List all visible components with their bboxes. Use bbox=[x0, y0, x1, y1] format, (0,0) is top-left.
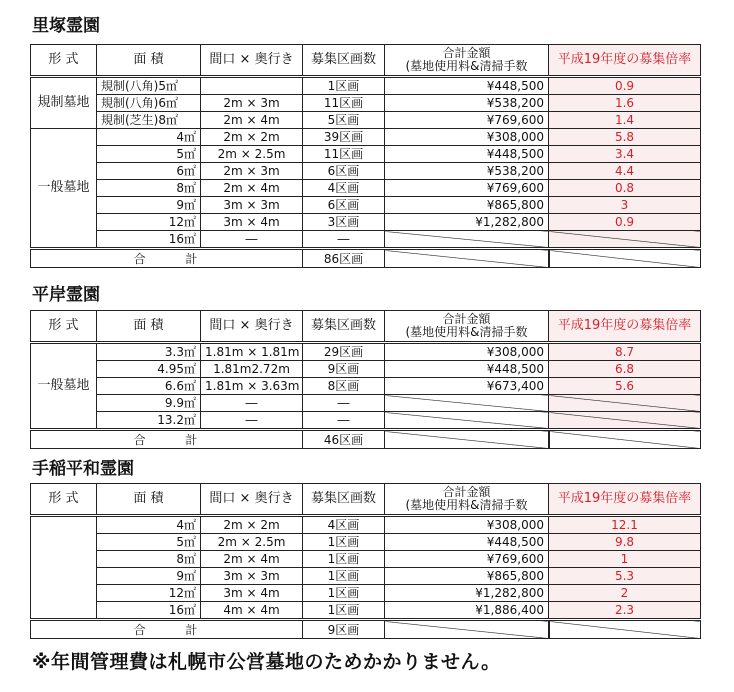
count-cell: 11区画 bbox=[303, 146, 385, 163]
price-cell: ¥448,500 bbox=[385, 77, 549, 95]
ratio-cell: 9.8 bbox=[549, 534, 701, 551]
ratio-cell: 4.4 bbox=[549, 163, 701, 180]
total-row bbox=[31, 249, 701, 268]
count-cell: 39区画 bbox=[303, 129, 385, 146]
count-cell: 1区画 bbox=[303, 551, 385, 568]
table-row bbox=[31, 163, 701, 180]
header-ratio: 平成19年度の募集倍率 bbox=[549, 45, 701, 77]
price-cell: ¥865,800 bbox=[385, 568, 549, 585]
header-ratio: 平成19年度の募集倍率 bbox=[549, 484, 701, 516]
header-area: 面 積 bbox=[97, 45, 201, 77]
header-area: 面 積 bbox=[97, 484, 201, 516]
header-kind: 形 式 bbox=[31, 484, 97, 516]
size-cell: 2m × 4m bbox=[201, 112, 303, 129]
total-row bbox=[31, 620, 701, 639]
count-cell: 29区画 bbox=[303, 343, 385, 361]
size-cell: 1.81m × 3.63m bbox=[201, 378, 303, 395]
header-area: 面 積 bbox=[97, 311, 201, 343]
price-cell: ¥538,200 bbox=[385, 95, 549, 112]
area-cell: 規制(八角)5㎡ bbox=[97, 77, 201, 95]
ratio-cell-empty bbox=[549, 231, 701, 249]
ratio-cell-empty bbox=[549, 395, 701, 412]
count-cell: ― bbox=[303, 231, 385, 249]
total-price-empty bbox=[385, 249, 549, 268]
price-cell: ¥1,282,800 bbox=[385, 214, 549, 231]
ratio-cell: 0.9 bbox=[549, 214, 701, 231]
ratio-cell: 1 bbox=[549, 551, 701, 568]
table-row bbox=[31, 95, 701, 112]
count-cell: 1区画 bbox=[303, 77, 385, 95]
size-cell: 2m × 4m bbox=[201, 551, 303, 568]
count-cell: 1区画 bbox=[303, 534, 385, 551]
total-ratio-empty bbox=[549, 620, 701, 639]
count-cell: 6区画 bbox=[303, 197, 385, 214]
size-cell: 3m × 4m bbox=[201, 214, 303, 231]
price-cell: ¥1,282,800 bbox=[385, 585, 549, 602]
total-ratio-empty bbox=[549, 430, 701, 449]
area-cell: 8㎡ bbox=[97, 180, 201, 197]
size-cell: 4m × 4m bbox=[201, 602, 303, 620]
price-cell-empty bbox=[385, 395, 549, 412]
price-cell: ¥1,886,400 bbox=[385, 602, 549, 620]
kind-cell bbox=[31, 516, 97, 620]
total-count: 46区画 bbox=[303, 430, 385, 449]
ratio-cell: 3 bbox=[549, 197, 701, 214]
header-count: 募集区画数 bbox=[303, 45, 385, 77]
count-cell: 1区画 bbox=[303, 585, 385, 602]
price-cell: ¥769,600 bbox=[385, 551, 549, 568]
price-cell-empty bbox=[385, 231, 549, 249]
table-row bbox=[31, 180, 701, 197]
total-price-empty bbox=[385, 430, 549, 449]
header-kind: 形 式 bbox=[31, 45, 97, 77]
ratio-cell: 2.3 bbox=[549, 602, 701, 620]
kind-cell: 一般墓地 bbox=[31, 129, 97, 249]
price-cell: ¥769,600 bbox=[385, 180, 549, 197]
table-row bbox=[31, 534, 701, 551]
price-cell: ¥448,500 bbox=[385, 534, 549, 551]
area-cell: 16㎡ bbox=[97, 602, 201, 620]
ratio-cell: 5.8 bbox=[549, 129, 701, 146]
ratio-cell: 0.8 bbox=[549, 180, 701, 197]
table-row bbox=[31, 602, 701, 620]
area-cell: 規制(芝生)8㎡ bbox=[97, 112, 201, 129]
size-cell: 2m × 2.5m bbox=[201, 534, 303, 551]
header-price-line2: (墓地使用料&清掃手数 bbox=[405, 59, 528, 73]
price-cell-empty bbox=[385, 412, 549, 430]
count-cell: ― bbox=[303, 395, 385, 412]
kind-cell: 一般墓地 bbox=[31, 343, 97, 430]
header-price-line2: (墓地使用料&清掃手数 bbox=[405, 498, 528, 512]
table-row bbox=[31, 112, 701, 129]
area-cell: 4㎡ bbox=[97, 516, 201, 534]
count-cell: 5区画 bbox=[303, 112, 385, 129]
area-cell: 13.2㎡ bbox=[97, 412, 201, 430]
section-title-hiragishi: 平岸霊園 bbox=[32, 285, 100, 305]
size-cell: ― bbox=[201, 395, 303, 412]
total-count: 86区画 bbox=[303, 249, 385, 268]
total-price-empty bbox=[385, 620, 549, 639]
table-row bbox=[31, 585, 701, 602]
header-price-line1: 合計金額 bbox=[442, 485, 491, 499]
area-cell: 規制(八角)6㎡ bbox=[97, 95, 201, 112]
price-cell: ¥308,000 bbox=[385, 343, 549, 361]
section-title-satozuka: 里塚霊園 bbox=[32, 16, 100, 36]
header-kind: 形 式 bbox=[31, 311, 97, 343]
ratio-cell: 5.6 bbox=[549, 378, 701, 395]
header-price-line1: 合計金額 bbox=[442, 312, 491, 326]
size-cell: 2m × 3m bbox=[201, 163, 303, 180]
size-cell: 2m × 2m bbox=[201, 129, 303, 146]
total-label: 合 計 bbox=[31, 430, 303, 449]
ratio-cell: 6.8 bbox=[549, 361, 701, 378]
size-cell: 2m × 3m bbox=[201, 95, 303, 112]
area-cell: 4㎡ bbox=[97, 129, 201, 146]
ratio-cell: 1.4 bbox=[549, 112, 701, 129]
count-cell: ― bbox=[303, 412, 385, 430]
header-size: 間口 × 奥行き bbox=[201, 484, 303, 516]
ratio-cell: 0.9 bbox=[549, 77, 701, 95]
total-label: 合 計 bbox=[31, 620, 303, 639]
ratio-cell: 3.4 bbox=[549, 146, 701, 163]
size-cell: 1.81m × 1.81m bbox=[201, 343, 303, 361]
total-row bbox=[31, 430, 701, 449]
kind-cell: 規制墓地 bbox=[31, 77, 97, 129]
header-row bbox=[31, 45, 701, 77]
hiragishi-table bbox=[30, 310, 701, 449]
header-price bbox=[385, 311, 549, 343]
total-count: 9区画 bbox=[303, 620, 385, 639]
satozuka-table bbox=[30, 44, 701, 268]
price-cell: ¥308,000 bbox=[385, 129, 549, 146]
price-cell: ¥538,200 bbox=[385, 163, 549, 180]
ratio-cell: 5.3 bbox=[549, 568, 701, 585]
count-cell: 9区画 bbox=[303, 361, 385, 378]
price-cell: ¥308,000 bbox=[385, 516, 549, 534]
table-row bbox=[31, 378, 701, 395]
table-row bbox=[31, 568, 701, 585]
ratio-cell: 12.1 bbox=[549, 516, 701, 534]
area-cell: 16㎡ bbox=[97, 231, 201, 249]
total-label: 合 計 bbox=[31, 249, 303, 268]
count-cell: 11区画 bbox=[303, 95, 385, 112]
price-cell: ¥769,600 bbox=[385, 112, 549, 129]
total-ratio-empty bbox=[549, 249, 701, 268]
area-cell: 5㎡ bbox=[97, 534, 201, 551]
header-row bbox=[31, 484, 701, 516]
ratio-cell-empty bbox=[549, 412, 701, 430]
area-cell: 5㎡ bbox=[97, 146, 201, 163]
table-row bbox=[31, 146, 701, 163]
area-cell: 12㎡ bbox=[97, 585, 201, 602]
header-size: 間口 × 奥行き bbox=[201, 311, 303, 343]
header-size: 間口 × 奥行き bbox=[201, 45, 303, 77]
ratio-cell: 2 bbox=[549, 585, 701, 602]
count-cell: 8区画 bbox=[303, 378, 385, 395]
price-cell: ¥448,500 bbox=[385, 361, 549, 378]
header-count: 募集区画数 bbox=[303, 484, 385, 516]
header-price bbox=[385, 45, 549, 77]
area-cell: 3.3㎡ bbox=[97, 343, 201, 361]
header-ratio: 平成19年度の募集倍率 bbox=[549, 311, 701, 343]
size-cell: 3m × 4m bbox=[201, 585, 303, 602]
teine-heiwa-table bbox=[30, 483, 701, 639]
footnote: ※年間管理費は札幌市公営墓地のためかかりません。 bbox=[32, 651, 501, 673]
size-cell: ― bbox=[201, 412, 303, 430]
header-count: 募集区画数 bbox=[303, 311, 385, 343]
price-cell: ¥673,400 bbox=[385, 378, 549, 395]
ratio-cell: 1.6 bbox=[549, 95, 701, 112]
header-price-line1: 合計金額 bbox=[442, 46, 491, 60]
header-price-line2: (墓地使用料&清掃手数 bbox=[405, 325, 528, 339]
table-row bbox=[31, 343, 701, 361]
header-row bbox=[31, 311, 701, 343]
size-cell: ― bbox=[201, 231, 303, 249]
size-cell: 2m × 2.5m bbox=[201, 146, 303, 163]
section-title-teine-heiwa: 手稲平和霊園 bbox=[32, 459, 134, 479]
count-cell: 4区画 bbox=[303, 180, 385, 197]
table-row bbox=[31, 231, 701, 249]
area-cell: 8㎡ bbox=[97, 551, 201, 568]
table-row bbox=[31, 129, 701, 146]
size-cell: 2m × 4m bbox=[201, 180, 303, 197]
price-cell: ¥865,800 bbox=[385, 197, 549, 214]
table-row bbox=[31, 516, 701, 534]
count-cell: 1区画 bbox=[303, 602, 385, 620]
size-cell: 1.81m2.72m bbox=[201, 361, 303, 378]
size-cell: 2m × 2m bbox=[201, 516, 303, 534]
area-cell: 9㎡ bbox=[97, 197, 201, 214]
table-row bbox=[31, 361, 701, 378]
count-cell: 3区画 bbox=[303, 214, 385, 231]
table-row bbox=[31, 412, 701, 430]
table-row bbox=[31, 214, 701, 231]
table-row bbox=[31, 395, 701, 412]
table-row bbox=[31, 551, 701, 568]
price-cell: ¥448,500 bbox=[385, 146, 549, 163]
size-cell: 3m × 3m bbox=[201, 197, 303, 214]
size-cell: 3m × 3m bbox=[201, 568, 303, 585]
ratio-cell: 8.7 bbox=[549, 343, 701, 361]
area-cell: 12㎡ bbox=[97, 214, 201, 231]
table-row bbox=[31, 77, 701, 95]
count-cell: 1区画 bbox=[303, 568, 385, 585]
area-cell: 9㎡ bbox=[97, 568, 201, 585]
area-cell: 6㎡ bbox=[97, 163, 201, 180]
count-cell: 4区画 bbox=[303, 516, 385, 534]
area-cell: 4.95㎡ bbox=[97, 361, 201, 378]
area-cell: 6.6㎡ bbox=[97, 378, 201, 395]
count-cell: 6区画 bbox=[303, 163, 385, 180]
size-cell bbox=[201, 77, 303, 95]
area-cell: 9.9㎡ bbox=[97, 395, 201, 412]
header-price bbox=[385, 484, 549, 516]
table-row bbox=[31, 197, 701, 214]
